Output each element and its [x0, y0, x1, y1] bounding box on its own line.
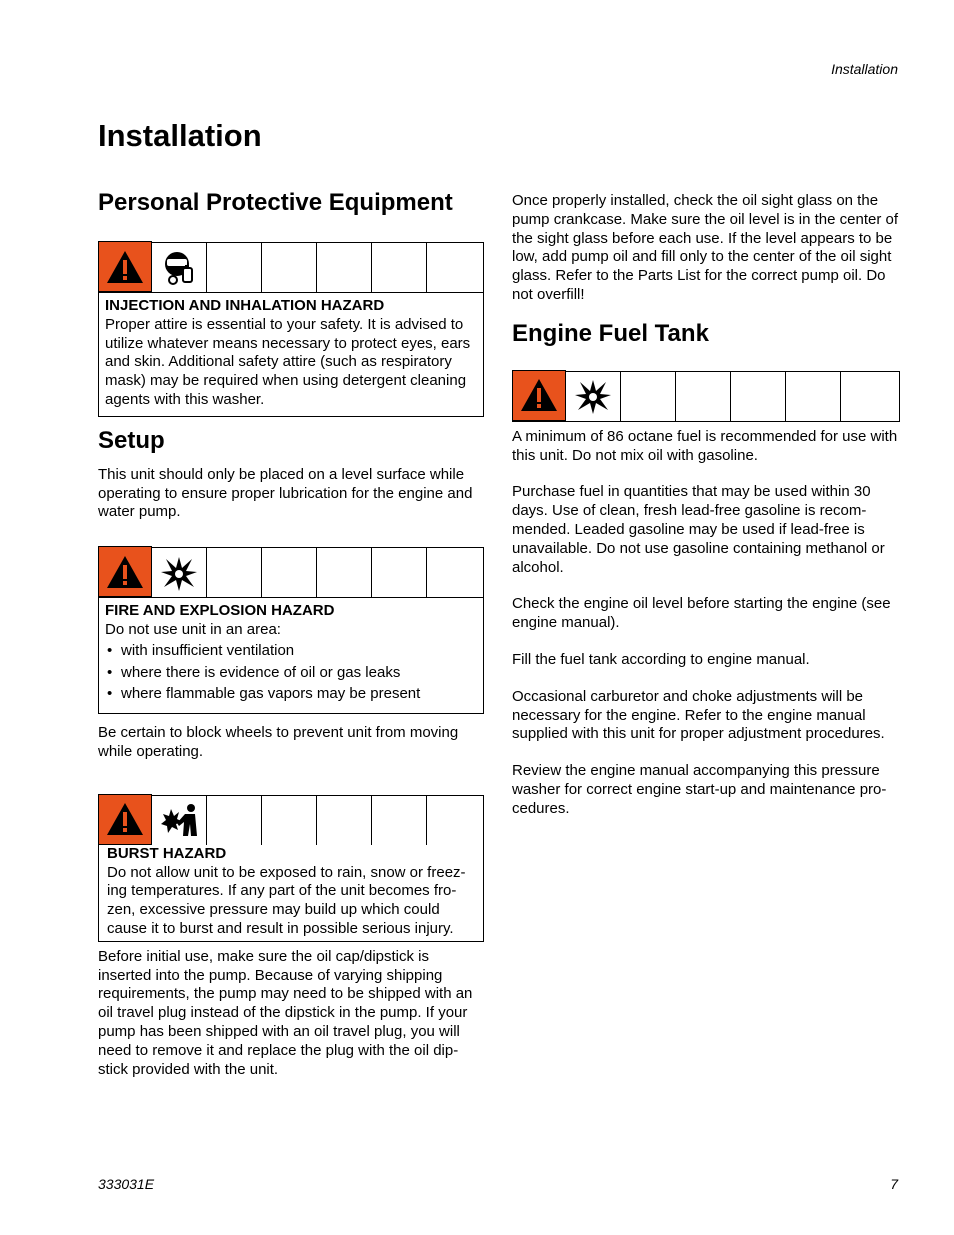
fuel-hazard-box — [512, 371, 900, 422]
running-head: Installation — [831, 61, 898, 77]
list-item: • with insufficient ventilation — [105, 642, 477, 661]
fuel-paragraph: Purchase fuel in quantities that may be used within 30 days. Use of clean, fresh lead-free gasoline is recom-mended. Leaded gasoline may be used if lead-free is unavailable. Do not use gasoline containing methanol or alcohol. — [512, 483, 885, 576]
fire-bullet-list — [105, 642, 477, 704]
empty-icon-cell — [372, 796, 427, 845]
empty-icon-cell — [262, 548, 317, 597]
empty-icon-cell — [207, 243, 262, 292]
warning-triangle-icon — [98, 546, 152, 597]
empty-icon-cell — [372, 548, 427, 597]
fuel-paragraph: A minimum of 86 octane fuel is recommended for use with this unit. Do not mix oil with gasoline. — [512, 427, 898, 464]
empty-icon-cell — [427, 243, 482, 292]
empty-icon-cell — [317, 243, 372, 292]
hazard-icon-row — [99, 548, 483, 598]
hazard-title: FIRE AND EXPLOSION HAZARD — [105, 602, 335, 620]
empty-icon-cell — [841, 372, 896, 421]
burst-hazard-box — [98, 795, 484, 942]
injection-hazard-box — [98, 242, 484, 417]
warning-triangle-icon — [98, 241, 152, 292]
hazard-body — [99, 293, 483, 416]
ppe-heading: Personal Protective Equipment — [98, 189, 453, 216]
hazard-text: Proper attire is essential to your safety. It is advised to utilize whatever means necessary to protect eyes, ears and skin. Additional safety attire (such as respiratory mask) may be required when using detergent cleaning agents with this washer. — [105, 315, 471, 408]
explosion-icon — [566, 372, 621, 421]
hazard-icon-row — [99, 796, 483, 845]
face-shield-icon — [152, 243, 207, 292]
hazard-title: INJECTION AND INHALATION HAZARD — [105, 297, 385, 314]
hazard-body — [99, 845, 483, 941]
fuel-heading: Engine Fuel Tank — [512, 319, 709, 347]
setup-intro: This unit should only be placed on a level surface while operating to ensure proper lubrication for the engine and water pump. — [98, 465, 473, 521]
fuel-paragraph: Occasional carburetor and choke adjustments will be necessary for the engine. Refer to the engine manual supplied with this unit for proper adjustment procedures. — [512, 687, 885, 743]
empty-icon-cell — [317, 548, 372, 597]
fire-hazard-box — [98, 547, 484, 714]
warning-triangle-icon — [512, 370, 566, 421]
burst-hazard-icon — [152, 796, 207, 845]
empty-icon-cell — [427, 796, 482, 845]
right-column — [512, 192, 900, 819]
page-title: Installation — [98, 118, 262, 153]
hazard-icon-row — [513, 372, 899, 421]
empty-icon-cell — [427, 548, 482, 597]
list-item: • where there is evidence of oil or gas leaks — [105, 664, 477, 683]
hazard-icon-row — [99, 243, 483, 293]
empty-icon-cell — [207, 796, 262, 845]
empty-icon-cell — [731, 372, 786, 421]
empty-icon-cell — [262, 796, 317, 845]
page-number: 7 — [890, 1176, 898, 1192]
dipstick-text: Before initial use, make sure the oil cap/dipstick is inserted into the pump. Because of varying shipping requirements, the pump may need to be shipped with an oil travel plug instead of the dipstick in the pump. If your pump has been shipped with an oil travel plug, you will need to remove it and replace the plug with the oil dip-stick provided with the unit. — [98, 947, 473, 1078]
wheels-text: Be certain to block wheels to prevent unit from moving while operating. — [98, 724, 459, 760]
empty-icon-cell — [207, 548, 262, 597]
fire-intro: Do not use unit in an area: — [105, 620, 281, 638]
setup-heading: Setup — [98, 426, 165, 454]
fuel-paragraph: Fill the fuel tank according to engine manual. — [512, 650, 810, 668]
hazard-body — [99, 598, 483, 713]
empty-icon-cell — [621, 372, 676, 421]
empty-icon-cell — [676, 372, 731, 421]
empty-icon-cell — [786, 372, 841, 421]
explosion-icon — [152, 548, 207, 597]
warning-triangle-icon — [98, 794, 152, 845]
fuel-paragraph: Check the engine oil level before starting the engine (see engine manual). — [512, 595, 891, 632]
left-column — [98, 188, 484, 1079]
empty-icon-cell — [372, 243, 427, 292]
fuel-paragraph: Review the engine manual accompanying this pressure washer for correct engine start-up and maintenance pro-cedures. — [512, 762, 887, 817]
burst-text: Do not allow unit to be exposed to rain, snow or freez-ing temperatures. If any part of the unit becomes fro-zen, excessive pressure may build up which could cause it to burst and result in possible serious injury. — [107, 863, 466, 937]
doc-number: 333031E — [98, 1176, 155, 1192]
empty-icon-cell — [317, 796, 372, 845]
empty-icon-cell — [262, 243, 317, 292]
oil-sight-text: Once properly installed, check the oil sight glass on the pump crankcase. Make sure the oil level is in the center of the sight glass before each use. If the level appears to be low, add pump oil and fill only to the center of the oil sight glass. Refer to the Parts List for the correct pump oil. Do not overfill! — [512, 192, 899, 303]
list-item: • where flammable gas vapors may be present — [105, 685, 477, 704]
hazard-title: BURST HAZARD — [107, 844, 227, 862]
